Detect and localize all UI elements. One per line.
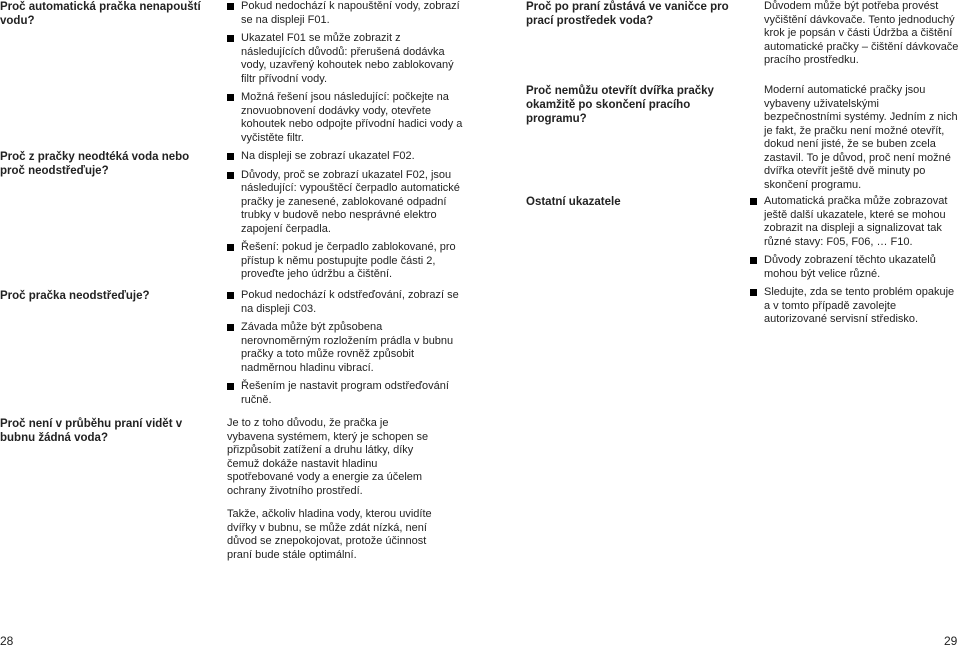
answer-water-in-dispenser xyxy=(764,0,959,68)
paragraph: Takže, ačkoliv hladina vody, kterou uvidíte dvířky v bubnu, se může zdát nízká, není důvod se znepokojovat, protože účinnost praní bude stále optimální. xyxy=(227,508,432,561)
bullet-item: Možná řešení jsou následující: počkejte na znovuobnovení dodávky vody, otevřete kohoutek nebo odpojte přívodní hadici vody a vyčistěte filtr. xyxy=(227,91,463,145)
answer-no-drain xyxy=(227,150,463,282)
question-no-drain: Proč z pračky neodtéká voda nebo proč neodstřeďuje? xyxy=(0,151,190,177)
paragraph: Důvodem může být potřeba provést vyčištění dávkovače. Tento jednoduchý krok je popsán v části Údržba a čištění automatické pračky – čištění dávkovače pracího prostředku. xyxy=(764,0,959,66)
bullet-item: Řešení: pokud je čerpadlo zablokované, pro přístup k němu postupujte podle části 2, proveďte jeho údržbu a čištění. xyxy=(227,241,463,282)
question-water-in-dispenser: Proč po praní zůstává ve vaničce pro prací prostředek voda? xyxy=(526,1,729,27)
page-number-right: 29 xyxy=(944,634,958,648)
bullet-item: Závada může být způsobena nerovnoměrným rozložením prádla v bubnu pračky a toto může rovněž způsobit nadměrnou hladinu vibrací. xyxy=(227,321,463,375)
bullet-item: Pokud nedochází k napouštění vody, zobrazí se na displeji F01. xyxy=(227,0,463,27)
bullet-item: Důvody, proč se zobrazí ukazatel F02, jsou následující: vypouštěcí čerpadlo automatické pračky je zanesené, zablokované odpadní trubky v budově nebo nesprávné elektro zapojení čerpadla. xyxy=(227,169,463,237)
bullet-item: Sledujte, zda se tento problém opakuje a v tomto případě zavolejte autorizované servisní středisko. xyxy=(750,286,958,327)
page-number-left: 28 xyxy=(0,634,14,648)
question-other-indicators: Ostatní ukazatele xyxy=(526,196,621,208)
question-no-water-intake: Proč automatická pračka nenapouští vodu? xyxy=(0,1,201,27)
answer-no-visible-water xyxy=(227,417,437,562)
bullet-item: Ukazatel F01 se může zobrazit z následujících důvodů: přerušená dodávka vody, uzavřený kohoutek nebo zablokovaný filtr přívodní vody. xyxy=(227,32,463,86)
answer-no-water-intake xyxy=(227,0,463,145)
question-no-spin: Proč pračka neodstřeďuje? xyxy=(0,290,150,302)
question-door-locked: Proč nemůžu otevřít dvířka pračky okamžitě po skončení pracího programu? xyxy=(526,85,714,125)
paragraph: Je to z toho důvodu, že pračka je vybavena systémem, který je schopen se přizpůsobit zatížení a druhu látky, díky čemuž dokáže nastavit hladinu spotřebované vody a energie za účelem ochrany životního prostředí. xyxy=(227,417,429,497)
bullet-item: Na displeji se zobrazí ukazatel F02. xyxy=(227,150,463,164)
answer-door-locked xyxy=(764,84,959,192)
question-no-visible-water: Proč není v průběhu praní vidět v bubnu žádná voda? xyxy=(0,418,183,444)
paragraph: Moderní automatické pračky jsou vybaveny uživatelskými bezpečnostními systémy. Jedním z nich je fakt, že pračku není možné otevřít, dokud není jisté, že se buben zcela zastavil. To je důvod, proč není možné dvířka otevřít ještě dvě minuty po skončení programu. xyxy=(764,84,958,191)
bullet-item: Důvody zobrazení těchto ukazatelů mohou být velice různé. xyxy=(750,254,958,281)
answer-no-spin xyxy=(227,289,463,407)
answer-other-indicators xyxy=(750,195,958,327)
bullet-item: Pokud nedochází k odstřeďování, zobrazí se na displeji C03. xyxy=(227,289,463,316)
bullet-item: Řešením je nastavit program odstřeďování ručně. xyxy=(227,380,463,407)
bullet-item: Automatická pračka může zobrazovat ještě další ukazatele, které se mohou zobrazit na displeji a signalizovat tak různé stavy: F05, F06, … F10. xyxy=(750,195,958,249)
